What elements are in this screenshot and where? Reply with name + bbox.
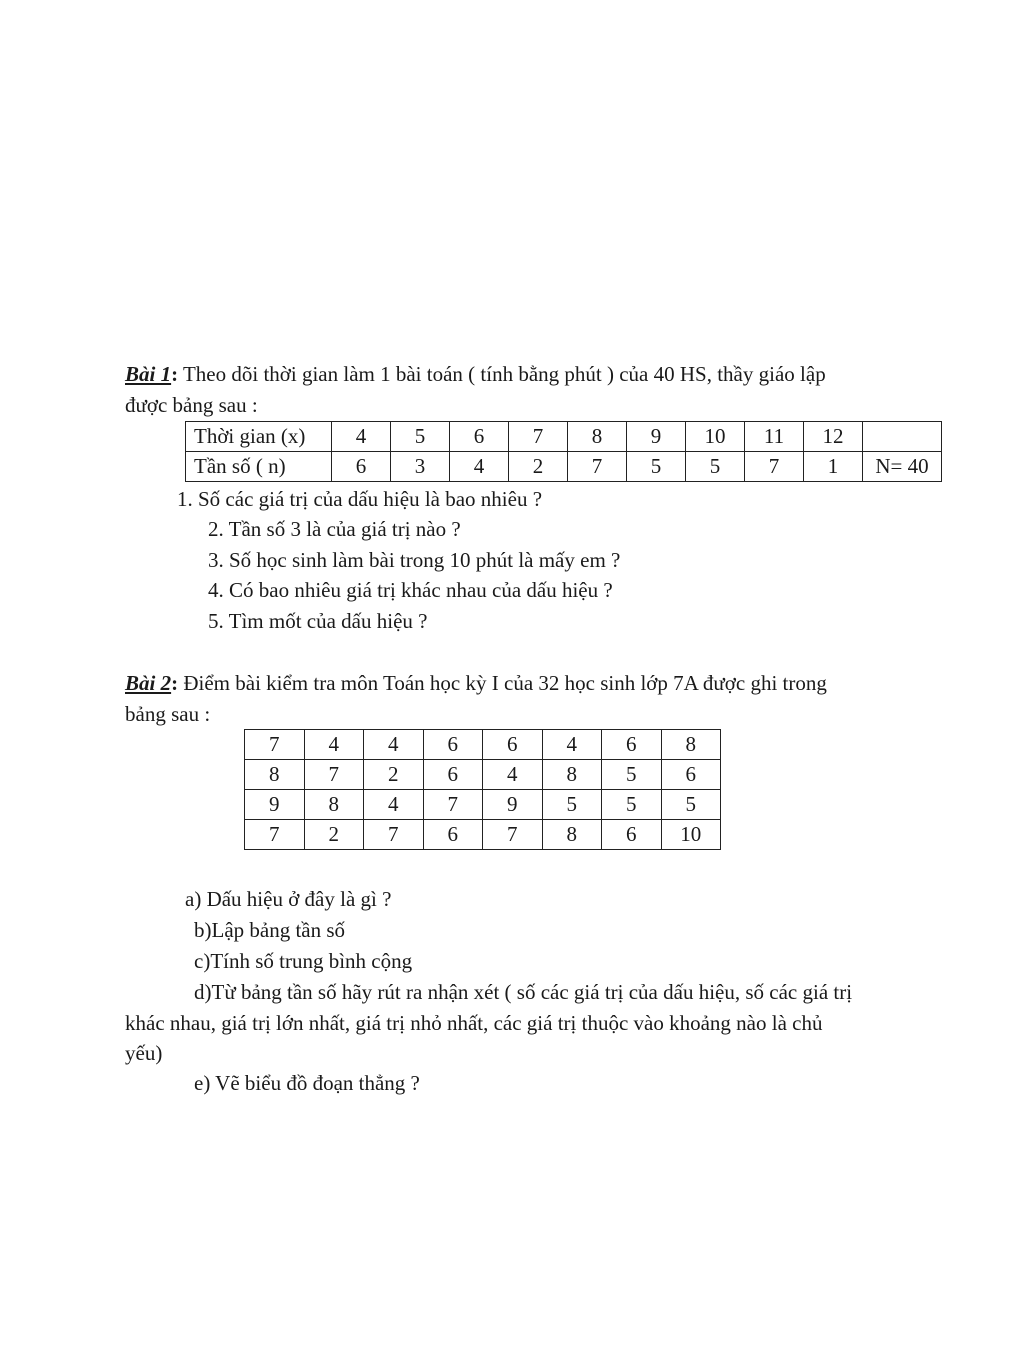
bai2-question-a: a) Dấu hiệu ở đây là gì ?: [185, 887, 392, 911]
bai1-heading: [125, 364, 826, 385]
table-header-cell: Tần số ( n): [186, 452, 332, 482]
table-row: [245, 760, 721, 790]
table-cell: 4: [304, 730, 364, 760]
bai1-label: Bài 1: [125, 362, 172, 386]
table-cell: 5: [627, 452, 686, 482]
table-cell: 4: [450, 452, 509, 482]
table-cell: 6: [602, 730, 662, 760]
table-row: [245, 790, 721, 820]
table-row: [245, 730, 721, 760]
table-cell: 5: [602, 790, 662, 820]
bai1-question-1: 1. Số các giá trị của dấu hiệu là bao nhiêu ?: [177, 487, 543, 511]
frequency-table: [185, 421, 942, 482]
table-cell: 2: [304, 820, 364, 850]
table-cell: 6: [423, 730, 483, 760]
table-cell: 6: [483, 730, 543, 760]
table-cell: 6: [332, 452, 391, 482]
bai1-question-5: 5. Tìm mốt của dấu hiệu ?: [208, 609, 428, 633]
table-cell: 5: [661, 790, 721, 820]
table-cell: 8: [245, 760, 305, 790]
table-cell: 5: [542, 790, 602, 820]
table-row: [245, 820, 721, 850]
table-cell: 5: [686, 452, 745, 482]
bai1-colon: :: [171, 362, 179, 386]
table-cell: 7: [245, 730, 305, 760]
table-cell: 7: [483, 820, 543, 850]
frequency-table-row-counts: [186, 452, 942, 482]
table-cell: [863, 422, 942, 452]
table-cell: 4: [483, 760, 543, 790]
table-cell: 6: [423, 820, 483, 850]
table-cell: 12: [804, 422, 863, 452]
bai1-intro-line2: được bảng sau :: [125, 393, 258, 417]
bai2-intro-line1: Điểm bài kiểm tra môn Toán học kỳ I của 32 học sinh lớp 7A được ghi trong: [178, 671, 827, 695]
bai2-question-b: b)Lập bảng tần số: [194, 918, 346, 942]
table-cell: 4: [364, 730, 424, 760]
bai1-question-2: 2. Tần số 3 là của giá trị nào ?: [208, 517, 461, 541]
table-cell: 2: [509, 452, 568, 482]
table-cell: 11: [745, 422, 804, 452]
table-cell: 10: [686, 422, 745, 452]
bai1-question-3: 3. Số học sinh làm bài trong 10 phút là mấy em ?: [208, 548, 621, 572]
bai2-intro-line2: bảng sau :: [125, 702, 211, 726]
bai2-label: Bài 2: [125, 671, 172, 695]
table-cell: 8: [568, 422, 627, 452]
table-cell: 8: [542, 820, 602, 850]
bai2-question-c: c)Tính số trung bình cộng: [194, 949, 413, 973]
table-cell: 9: [627, 422, 686, 452]
table-cell: 7: [245, 820, 305, 850]
table-cell: 9: [483, 790, 543, 820]
frequency-table-row-values: [186, 422, 942, 452]
table-cell: 3: [391, 452, 450, 482]
table-cell: 8: [542, 760, 602, 790]
table-cell: 1: [804, 452, 863, 482]
table-header-cell: Thời gian (x): [186, 422, 332, 452]
table-cell-total: N= 40: [863, 452, 942, 482]
bai2-question-e: e) Vẽ biểu đồ đoạn thẳng ?: [194, 1071, 420, 1095]
table-cell: 7: [304, 760, 364, 790]
bai2-colon: :: [171, 671, 179, 695]
table-cell: 6: [423, 760, 483, 790]
table-cell: 5: [391, 422, 450, 452]
score-table: [244, 729, 721, 850]
bai2-question-d-line2: khác nhau, giá trị lớn nhất, giá trị nhỏ nhất, các giá trị thuộc vào khoảng nào là chủ: [125, 1011, 823, 1035]
table-cell: 7: [423, 790, 483, 820]
bai1-question-4: 4. Có bao nhiêu giá trị khác nhau của dấu hiệu ?: [208, 578, 613, 602]
table-cell: 5: [602, 760, 662, 790]
table-cell: 6: [450, 422, 509, 452]
bai2-question-d-line1: d)Từ bảng tần số hãy rút ra nhận xét ( số các giá trị của dấu hiệu, số các giá trị: [194, 980, 853, 1004]
table-cell: 7: [364, 820, 424, 850]
table-cell: 2: [364, 760, 424, 790]
table-cell: 6: [602, 820, 662, 850]
table-cell: 4: [542, 730, 602, 760]
table-cell: 10: [661, 820, 721, 850]
bai2-heading: [125, 673, 827, 694]
table-cell: 8: [661, 730, 721, 760]
table-cell: 6: [661, 760, 721, 790]
bai2-question-d-line3: yếu): [125, 1041, 163, 1065]
table-cell: 7: [509, 422, 568, 452]
table-cell: 8: [304, 790, 364, 820]
table-cell: 9: [245, 790, 305, 820]
bai1-intro-line1: Theo dõi thời gian làm 1 bài toán ( tính bằng phút ) của 40 HS, thầy giáo lập: [178, 362, 826, 386]
table-cell: 4: [364, 790, 424, 820]
table-cell: 4: [332, 422, 391, 452]
table-cell: 7: [568, 452, 627, 482]
table-cell: 7: [745, 452, 804, 482]
